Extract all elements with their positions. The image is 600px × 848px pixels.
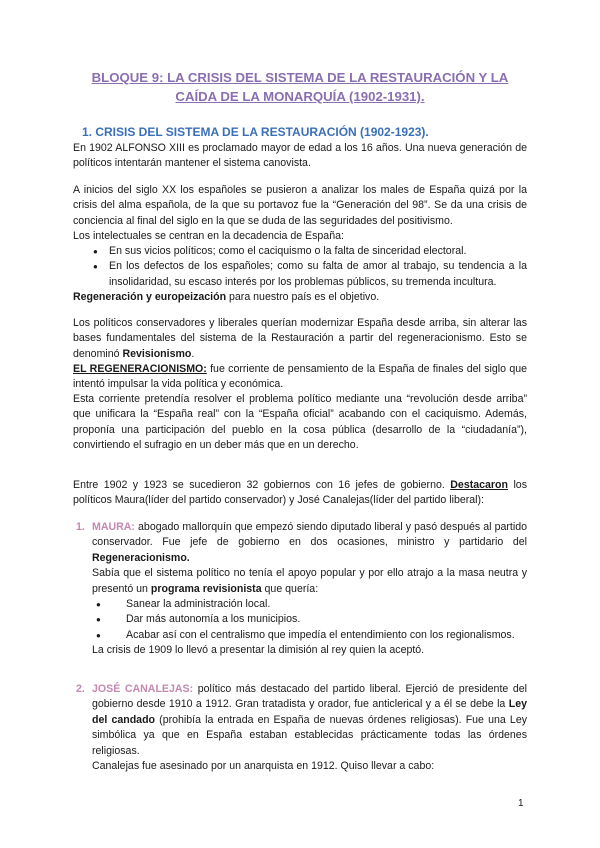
paragraph-revolucion-desde-arriba: Esta corriente pretendía resolver el problema político mediante una “revolución desde arriba” que unificara la “España real” con la “España oficial” acabando con el caciquismo. Además, proponía una participación del pueblo en la cosa pública (desarrollo de la “ciudadanía”), convirtiendo el sufragio en un deber más que en un derecho. <box>73 393 527 452</box>
canalejas-paragraph-2: Canalejas fue asesinado por un anarquista en 1912. Quiso llevar a cabo: <box>92 760 435 773</box>
maura-number: 1. <box>76 521 85 533</box>
paragraph-regeneracionismo-def <box>73 362 527 393</box>
revisionismo-text: Los políticos conservadores y liberales querían modernizar España desde arriba, sin alterar las bases fundamentales del sistema de la Restauración a partir del regeneracionismo. Esto se denominó <box>73 317 527 360</box>
maura-paragraph-2 <box>92 566 527 597</box>
paragraph-regeneracion <box>73 290 527 305</box>
canalejas-paragraph-1 <box>92 682 527 759</box>
list-item: ● En sus vicios políticos; como el caciquismo o la falta de sinceridad electoral. <box>73 244 527 259</box>
canalejas-name: JOSÉ CANALEJAS: <box>92 683 194 695</box>
decadencia-list <box>73 244 527 290</box>
regeneracionismo-heading: EL REGENERACIONISMO: <box>73 363 207 375</box>
section-heading: 1. CRISIS DEL SISTEMA DE LA RESTAURACIÓN (1902-1923). <box>82 125 429 139</box>
destacaron-bold: Destacaron <box>450 479 508 491</box>
maura-paragraph-1 <box>92 520 527 566</box>
revisionismo-bold: Revisionismo <box>122 347 192 360</box>
canalejas-section <box>76 682 527 774</box>
title-line-2: CAÍDA DE LA MONARQUÍA (1902-1931). <box>175 89 425 104</box>
maura-text-2c: que quería: <box>261 582 319 595</box>
regeneracionismo-definition: fue corriente de pensamiento de la España de finales del siglo que intentó impulsar la vida política y económica. <box>73 363 527 391</box>
maura-text-1: abogado mallorquín que empezó siendo diputado liberal y pasó después al partido conservador. Fue jefe de gobierno en dos ocasiones, ministro y partidario del <box>92 521 527 549</box>
paragraph-revisionismo <box>73 316 527 362</box>
canalejas-text-1a: político más destacado del partido liberal. Ejerció de presidente del gobierno desde 1910 a 1912. Gran tratadista y orador, fue anticlerical y a él se debe la <box>92 683 527 711</box>
paragraph-intelectuales: Los intelectuales se centran en la decadencia de España: <box>73 230 344 242</box>
maura-text-2a: Sabía que el sistema político no tenía el apoyo popular y por ello atrajo a la masa neutra y presentó un <box>92 567 527 595</box>
regeneracion-bold: Regeneración y europeización <box>73 291 227 303</box>
list-item: ● Dar más autonomía a los municipios. <box>76 612 527 627</box>
revisionismo-end: . <box>191 347 195 360</box>
maura-paragraph-3: La crisis de 1909 lo llevó a presentar la dimisión al rey quien la aceptó. <box>92 644 425 657</box>
canalejas-text-1c: (prohibía la entrada en España de nuevas órdenes religiosas). Fue una Ley simbólica ya que en España estaban establecidas prácticamente todas las órdenes religiosas. <box>92 713 528 757</box>
canalejas-number: 2. <box>76 683 85 695</box>
list-item: ● Acabar así con el centralismo que impedía el entendimiento con los regionalismos. <box>76 628 527 643</box>
regeneracion-rest: para nuestro país es el objetivo. <box>226 291 380 303</box>
maura-item <box>76 520 527 659</box>
maura-regeneracionismo: Regeneracionismo. <box>92 551 190 564</box>
list-item: ● Sanear la administración local. <box>76 597 527 612</box>
document-title <box>70 68 530 106</box>
page-number: 1 <box>518 798 524 809</box>
maura-programa: programa revisionista <box>150 582 262 595</box>
paragraph-gobiernos <box>73 478 527 509</box>
title-line-1: BLOQUE 9: LA CRISIS DEL SISTEMA DE LA RESTAURACIÓN Y LA <box>91 70 509 85</box>
canalejas-item <box>76 682 527 774</box>
ley-del-candado: Ley del candado <box>92 698 527 726</box>
maura-name: MAURA: <box>92 521 135 533</box>
list-item: ● En los defectos de los españoles; como su falta de amor al trabajo, su tendencia a la insolidaridad, su escaso interés por los problemas públicos, su tremenda incultura. <box>73 259 527 290</box>
gobiernos-rest: los políticos Maura(líder del partido conservador) y José Canalejas(líder del partido liberal): <box>73 479 527 507</box>
maura-section <box>76 520 527 659</box>
gobiernos-text: Entre 1902 y 1923 se sucedieron 32 gobiernos con 16 jefes de gobierno. <box>73 479 451 491</box>
paragraph-generacion-98: A inicios del siglo XX los españoles se pusieron a analizar los males de España quizá por la crisis del alma española, de la que su portavoz fue la “Generación del 98”. Se da una crisis de conciencia al final del siglo en la que se duda de las seguridades del positivismo. <box>73 184 527 227</box>
intro-paragraph: En 1902 ALFONSO XIII es proclamado mayor de edad a los 16 años. Una nueva generación de políticos intentarán mantener el sistema canovista. <box>73 142 527 170</box>
